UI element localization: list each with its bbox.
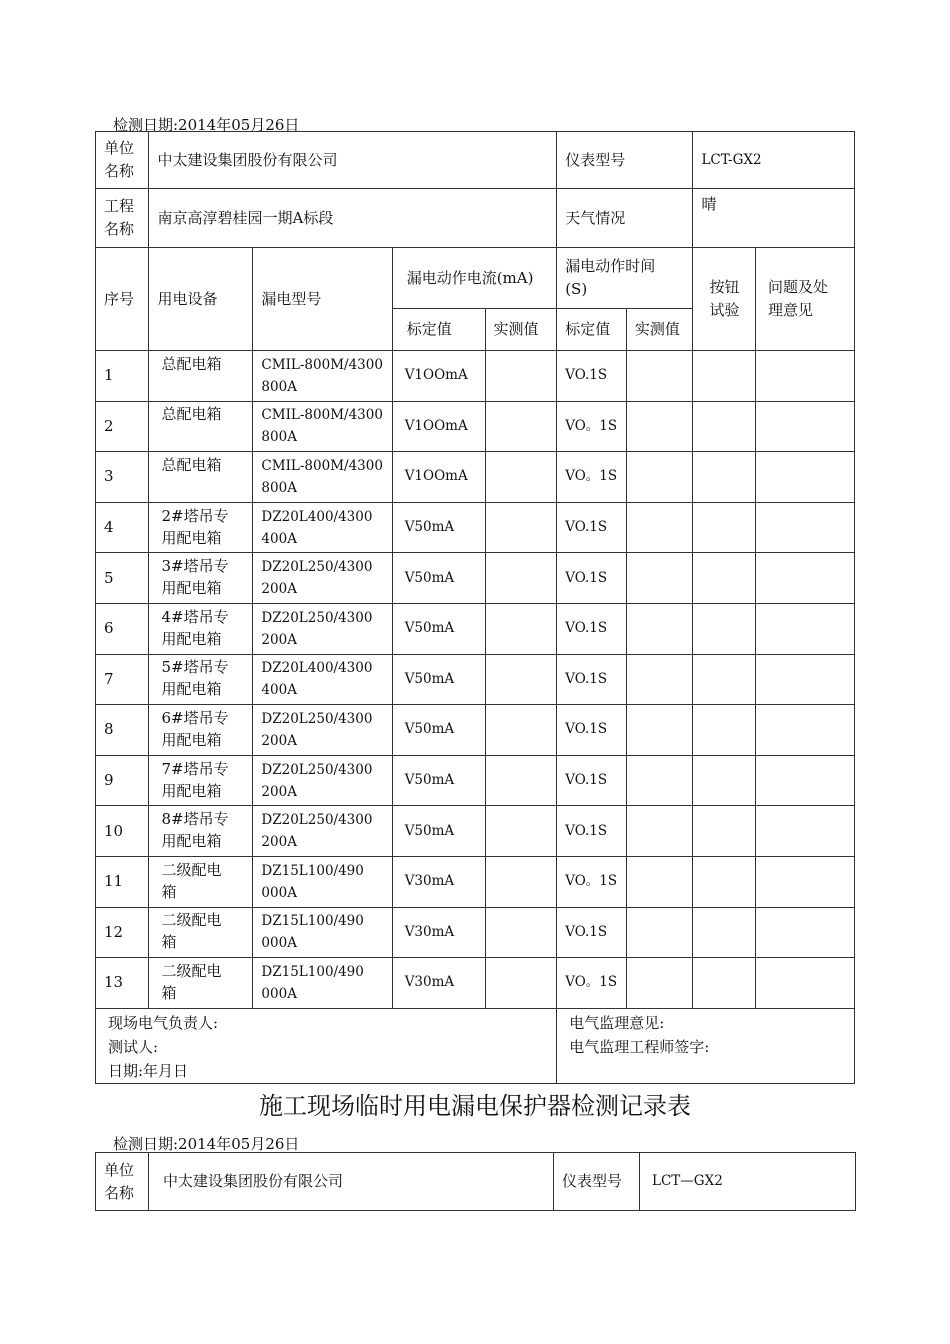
row-issue <box>756 452 855 503</box>
row-model-text: DZ15L100/490 000A <box>261 913 364 952</box>
row-device-text: 总配电箱 <box>161 354 222 373</box>
row-model <box>253 654 392 705</box>
row-device <box>149 755 253 806</box>
table-row <box>96 856 855 907</box>
row-time-rated-text: VO。1S <box>565 974 618 991</box>
row-current-rated-text: V30mA <box>404 974 455 991</box>
row-no <box>96 452 149 503</box>
row-device-text: 5#塔吊专 用配电箱 <box>161 658 229 699</box>
row-time-rated <box>557 755 627 806</box>
row-time-measured <box>626 958 693 1009</box>
row-model <box>253 705 392 756</box>
row-time-measured <box>626 654 693 705</box>
row-time-rated <box>557 958 627 1009</box>
row-button <box>693 958 756 1009</box>
row-time-rated <box>557 603 627 654</box>
row-device-text: 3#塔吊专 用配电箱 <box>161 557 229 598</box>
header-measured: 实测值 <box>485 309 557 351</box>
row-device <box>149 553 253 604</box>
header-time: 漏电动作时间(S) <box>557 248 693 309</box>
row-model-text: CMIL-800M/4300 800A <box>261 356 383 395</box>
row-model-text: DZ20L250/4300 200A <box>261 609 373 648</box>
test-date: 检测日期:2014年05月26日 <box>113 116 300 134</box>
tester: 测试人: <box>108 1037 159 1056</box>
row-current-rated-text: V50mA <box>404 620 455 637</box>
row-time-measured <box>626 856 693 907</box>
row-current-rated <box>392 856 485 907</box>
row-device <box>149 603 253 654</box>
row-time-rated <box>557 705 627 756</box>
site-manager: 现场电气负责人: <box>108 1013 219 1032</box>
row-time-measured <box>626 401 693 452</box>
row-button <box>693 856 756 907</box>
row-button <box>693 603 756 654</box>
row-time-measured <box>626 603 693 654</box>
row-model-text: DZ20L250/4300 200A <box>261 710 373 749</box>
row-device-text: 6#塔吊专 用配电箱 <box>161 708 229 749</box>
supervisor-sign: 电气监理工程师签字: <box>569 1037 710 1056</box>
header-measured2: 实测值 <box>626 309 693 351</box>
row-model <box>253 806 392 857</box>
row-current-measured <box>485 502 557 553</box>
row-model-text: DZ20L250/4300 200A <box>261 812 373 851</box>
row-current-rated <box>392 502 485 553</box>
row-current-rated <box>392 603 485 654</box>
document-title: 施工现场临时用电漏电保护器检测记录表 <box>259 1092 691 1120</box>
row-button <box>693 553 756 604</box>
row-device-text: 总配电箱 <box>161 455 222 474</box>
row-time-measured <box>626 907 693 958</box>
row-no-text: 1 <box>104 366 114 385</box>
row-model-text: CMIL-800M/4300 800A <box>261 457 383 496</box>
row-current-rated <box>392 654 485 705</box>
row-current-measured <box>485 755 557 806</box>
row-current-rated-text: V30mA <box>404 923 455 940</box>
row-time-rated-text: VO.1S <box>565 569 608 586</box>
row-no <box>96 755 149 806</box>
row-time-rated-text: VO.1S <box>565 822 608 839</box>
row-no <box>96 401 149 452</box>
row-issue <box>756 958 855 1009</box>
row-issue <box>756 603 855 654</box>
row-current-measured <box>485 654 557 705</box>
row-current-rated-text: V30mA <box>404 873 455 890</box>
row-no <box>96 351 149 402</box>
table-row <box>96 907 855 958</box>
header-device: 用电设备 <box>149 248 253 351</box>
row-current-rated <box>392 705 485 756</box>
row-model-text: CMIL-800M/4300 800A <box>261 407 383 446</box>
row-button <box>693 654 756 705</box>
table-row <box>96 705 855 756</box>
row-time-measured <box>626 502 693 553</box>
row-device <box>149 705 253 756</box>
row-device-text: 二级配电 箱 <box>161 961 222 1002</box>
row-button <box>693 907 756 958</box>
row-device <box>149 856 253 907</box>
row-device-text: 二级配电 箱 <box>161 860 222 901</box>
row-current-measured <box>485 806 557 857</box>
row-model-text: DZ20L250/4300 200A <box>261 559 373 598</box>
table-row <box>96 401 855 452</box>
row-no-text: 3 <box>104 467 114 486</box>
supervisor-opinion: 电气监理意见: <box>569 1013 665 1032</box>
row-button <box>693 705 756 756</box>
table-row <box>96 958 855 1009</box>
row-time-rated <box>557 553 627 604</box>
row-time-measured <box>626 351 693 402</box>
row-no-text: 2 <box>104 416 114 435</box>
row-issue <box>756 907 855 958</box>
row-issue <box>756 553 855 604</box>
project-value: 南京高淳碧桂园一期A标段 <box>149 189 557 248</box>
weather-value: 晴 <box>693 189 855 248</box>
row-issue <box>756 806 855 857</box>
row-time-measured <box>626 452 693 503</box>
row-issue <box>756 401 855 452</box>
row-device-text: 总配电箱 <box>161 405 222 424</box>
row-time-rated-text: VO.1S <box>565 772 608 789</box>
meter-value: LCT-GX2 <box>693 132 855 189</box>
row-device <box>149 502 253 553</box>
row-current-measured <box>485 401 557 452</box>
row-time-rated-text: VO.1S <box>565 367 608 384</box>
row-issue <box>756 856 855 907</box>
row-no <box>96 958 149 1009</box>
row-device-text: 4#塔吊专 用配电箱 <box>161 607 229 648</box>
table-row <box>96 806 855 857</box>
header-rated: 标定值 <box>392 309 485 351</box>
row-no <box>96 806 149 857</box>
row-button <box>693 502 756 553</box>
row-time-measured <box>626 553 693 604</box>
row-no <box>96 603 149 654</box>
record-table <box>95 131 855 1084</box>
table-row <box>96 452 855 503</box>
row-time-rated-text: VO。1S <box>565 417 618 434</box>
table-row <box>96 502 855 553</box>
row-time-rated <box>557 907 627 958</box>
row-button <box>693 452 756 503</box>
row-device <box>149 351 253 402</box>
row-current-measured <box>485 452 557 503</box>
table-row <box>96 603 855 654</box>
row-button <box>693 755 756 806</box>
row-model <box>253 603 392 654</box>
row-button <box>693 351 756 402</box>
row-no <box>96 502 149 553</box>
row-no <box>96 705 149 756</box>
row-device-text: 二级配电 箱 <box>161 911 222 952</box>
row-time-rated <box>557 452 627 503</box>
row-time-rated-text: VO.1S <box>565 923 608 940</box>
row-no-text: 12 <box>104 922 124 941</box>
row-model-text: DZ20L400/4300 400A <box>261 660 373 699</box>
row-current-rated <box>392 806 485 857</box>
row-time-rated-text: VO.1S <box>565 620 608 637</box>
row-model-text: DZ20L400/4300 400A <box>261 508 373 547</box>
row-no <box>96 654 149 705</box>
header-button: 按钮 试验 <box>693 248 756 351</box>
header-issue: 问题及处 理意见 <box>756 248 855 351</box>
table-row <box>96 755 855 806</box>
footer-right <box>557 1008 855 1083</box>
row-current-rated <box>392 553 485 604</box>
row-issue <box>756 705 855 756</box>
row-device <box>149 958 253 1009</box>
row-time-rated <box>557 856 627 907</box>
row-time-rated <box>557 502 627 553</box>
unit-value: 中太建设集团股份有限公司 <box>149 132 557 189</box>
row-issue <box>756 755 855 806</box>
row-no-text: 9 <box>104 771 114 790</box>
row-model <box>253 907 392 958</box>
row-device-text: 2#塔吊专 用配电箱 <box>161 506 229 547</box>
row-current-rated-text: V1OOmA <box>404 468 468 485</box>
row-time-rated-text: VO.1S <box>565 519 608 536</box>
weather-label: 天气情况 <box>557 189 693 248</box>
row-current-rated-text: V1OOmA <box>404 367 468 384</box>
row-model <box>253 452 392 503</box>
row-device <box>149 907 253 958</box>
row-issue <box>756 502 855 553</box>
row-current-measured <box>485 705 557 756</box>
row-time-measured <box>626 705 693 756</box>
meter-label-2: 仪表型号 <box>554 1153 640 1211</box>
footer-left <box>96 1008 557 1083</box>
row-current-measured <box>485 553 557 604</box>
row-time-rated-text: VO.1S <box>565 670 608 687</box>
test-date-2: 检测日期:2014年05月26日 <box>113 1135 300 1153</box>
row-time-rated-text: VO。1S <box>565 873 618 890</box>
unit-label-2: 单位 名称 <box>96 1153 149 1211</box>
row-no-text: 11 <box>104 872 124 891</box>
row-model <box>253 401 392 452</box>
row-no <box>96 907 149 958</box>
row-current-rated-text: V50mA <box>404 670 455 687</box>
header-no: 序号 <box>96 248 149 351</box>
row-model <box>253 856 392 907</box>
row-time-measured <box>626 806 693 857</box>
row-button <box>693 806 756 857</box>
row-current-rated-text: V1OOmA <box>404 417 468 434</box>
project-label: 工程 名称 <box>96 189 149 248</box>
header-model: 漏电型号 <box>253 248 392 351</box>
row-current-rated-text: V50mA <box>404 822 455 839</box>
row-time-rated <box>557 806 627 857</box>
row-model <box>253 553 392 604</box>
row-model <box>253 755 392 806</box>
row-button <box>693 401 756 452</box>
row-current-rated-text: V50mA <box>404 569 455 586</box>
row-time-rated-text: VO。1S <box>565 468 618 485</box>
row-current-rated <box>392 351 485 402</box>
row-current-rated-text: V50mA <box>404 519 455 536</box>
row-current-rated <box>392 452 485 503</box>
row-model-text: DZ15L100/490 000A <box>261 862 364 901</box>
table-row <box>96 553 855 604</box>
row-no-text: 6 <box>104 619 114 638</box>
row-model <box>253 351 392 402</box>
row-model-text: DZ20L250/4300 200A <box>261 761 373 800</box>
meter-label: 仪表型号 <box>557 132 693 189</box>
record-table-2 <box>95 1152 856 1211</box>
row-no-text: 5 <box>104 568 114 587</box>
row-time-rated <box>557 351 627 402</box>
header-rated2: 标定值 <box>557 309 627 351</box>
table-row <box>96 654 855 705</box>
row-time-rated <box>557 401 627 452</box>
row-current-rated-text: V50mA <box>404 772 455 789</box>
header-current: 漏电动作电流(mA) <box>392 248 557 309</box>
row-device-text: 7#塔吊专 用配电箱 <box>161 759 229 800</box>
row-current-measured <box>485 907 557 958</box>
row-no-text: 4 <box>104 518 114 537</box>
row-current-rated <box>392 755 485 806</box>
row-device <box>149 806 253 857</box>
row-no-text: 13 <box>104 973 124 992</box>
row-device <box>149 654 253 705</box>
row-model <box>253 502 392 553</box>
row-no-text: 10 <box>104 821 124 840</box>
table-row <box>96 351 855 402</box>
row-current-measured <box>485 603 557 654</box>
row-time-rated <box>557 654 627 705</box>
row-issue <box>756 351 855 402</box>
row-device <box>149 452 253 503</box>
row-current-measured <box>485 856 557 907</box>
unit-value-2: 中太建设集团股份有限公司 <box>149 1153 554 1211</box>
row-issue <box>756 654 855 705</box>
row-current-rated <box>392 958 485 1009</box>
row-model-text: DZ15L100/490 000A <box>261 963 364 1002</box>
row-device <box>149 401 253 452</box>
row-current-measured <box>485 958 557 1009</box>
row-current-rated <box>392 401 485 452</box>
row-device-text: 8#塔吊专 用配电箱 <box>161 810 229 851</box>
row-current-rated-text: V50mA <box>404 721 455 738</box>
row-current-rated <box>392 907 485 958</box>
meter-value-2: LCT—GX2 <box>640 1153 856 1211</box>
row-no <box>96 856 149 907</box>
row-time-measured <box>626 755 693 806</box>
row-model <box>253 958 392 1009</box>
row-current-measured <box>485 351 557 402</box>
footer-date: 日期:年月日 <box>108 1061 189 1080</box>
row-no-text: 7 <box>104 669 114 688</box>
row-no <box>96 553 149 604</box>
unit-label: 单位 名称 <box>96 132 149 189</box>
row-no-text: 8 <box>104 720 114 739</box>
row-time-rated-text: VO.1S <box>565 721 608 738</box>
